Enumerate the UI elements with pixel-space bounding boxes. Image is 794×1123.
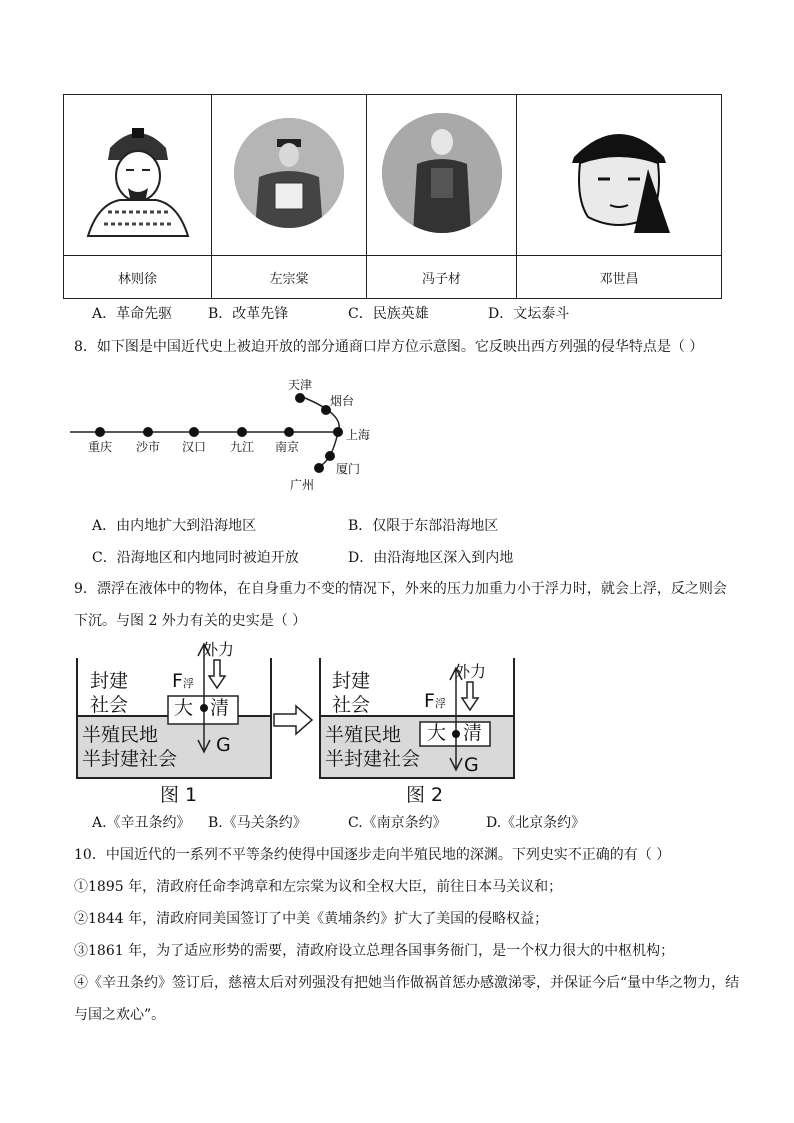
name-cell: 冯子材 [367, 256, 517, 299]
portrait-cell-3 [367, 95, 517, 256]
label-upper-1: 封建 [90, 670, 129, 692]
q10-item-4: ④《辛丑条约》签订后，慈禧太后对列强没有把她当作做祸首惩办感激涕零，并保证今后“量中华之物力，结 [74, 975, 740, 991]
port-label: 沙市 [136, 440, 161, 454]
label-lower-1: 半殖民地 [325, 724, 402, 746]
q8-option-a: A．由内地扩大到沿海地区 [92, 518, 257, 534]
q7-option-c: C．民族英雄 [348, 306, 429, 322]
q7-option-d: D．文坛泰斗 [488, 306, 570, 322]
port-label: 广州 [290, 478, 315, 492]
name-cell: 邓世昌 [517, 256, 722, 299]
label-upper-2: 社会 [90, 694, 129, 716]
q9-stem-line1: 9．漂浮在液体中的物体，在自身重力不变的情况下，外来的压力加重力小于浮力时，就会上浮，反之则会 [74, 581, 727, 597]
q8-option-d: D．由沿海地区深入到内地 [348, 550, 514, 566]
label-buoyancy: F浮 [172, 670, 194, 692]
figure-1-caption: 图 1 [160, 784, 198, 806]
label-qing: 清 [210, 697, 230, 719]
portrait-table [63, 94, 722, 299]
q7-option-b: B．改革先锋 [208, 306, 289, 322]
label-buoyancy: F浮 [424, 690, 446, 712]
portrait-zuo-zongtang [233, 117, 345, 229]
q10-stem: 10．中国近代的一系列不平等条约使得中国逐步走向半殖民地的深渊。下列史实不正确的有（ ） [74, 847, 671, 863]
q10-item-1: ①1895 年，清政府任命李鸿章和左宗棠为议和全权大臣，前往日本马关议和； [74, 879, 563, 895]
q8-option-b: B．仅限于东部沿海地区 [348, 518, 499, 534]
port-label: 重庆 [88, 440, 113, 454]
port-label: 烟台 [330, 394, 355, 408]
label-da: 大 [174, 697, 194, 719]
figure-2-caption: 图 2 [406, 784, 444, 806]
port-labels [70, 370, 380, 495]
port-label: 汉口 [182, 440, 207, 454]
label-gravity: G [216, 734, 231, 756]
port-label: 南京 [275, 440, 300, 454]
label-lower-2: 半封建社会 [325, 748, 421, 770]
label-da: 大 [427, 722, 447, 744]
q8-option-c: C．沿海地区和内地同时被迫开放 [92, 550, 299, 566]
label-gravity: G [464, 754, 479, 776]
label-upper-2: 社会 [332, 694, 371, 716]
portrait-cell-1 [64, 95, 212, 256]
label-qing: 清 [463, 722, 483, 744]
name-cell: 林则徐 [64, 256, 212, 299]
port-label: 上海 [346, 428, 371, 442]
q9-stem-line2: 下沉。与图 2 外力有关的史实是（ ） [74, 613, 307, 629]
name-cell: 左宗棠 [212, 256, 367, 299]
label-lower-1: 半殖民地 [82, 724, 159, 746]
q9-option-a: A.《辛丑条约》 [92, 815, 191, 831]
portrait-feng-zicai [381, 112, 503, 234]
portrait-cell-4 [517, 95, 722, 256]
buoyancy-figure-labels [70, 636, 520, 806]
portrait-lin-zexu [78, 108, 198, 238]
q9-option-b: B.《马关条约》 [208, 815, 307, 831]
label-external-force: 外力 [202, 640, 235, 659]
label-lower-2: 半封建社会 [82, 748, 178, 770]
port-label: 天津 [288, 378, 313, 392]
port-label: 九江 [230, 440, 255, 454]
q10-item-4-continued: 与国之欢心”。 [74, 1007, 166, 1023]
q7-option-a: A．革命先驱 [92, 306, 173, 322]
portrait-cell-2 [212, 95, 367, 256]
q8-stem: 8．如下图是中国近代史上被迫开放的部分通商口岸方位示意图。它反映出西方列强的侵华特点是（ ） [74, 339, 704, 355]
label-upper-1: 封建 [332, 670, 371, 692]
portrait-deng-shichang [562, 113, 676, 233]
port-label: 厦门 [336, 462, 361, 476]
q9-option-c: C.《南京条约》 [348, 815, 447, 831]
q9-option-d: D.《北京条约》 [486, 815, 586, 831]
label-external-force: 外力 [454, 662, 487, 681]
q10-item-2: ②1844 年，清政府同美国签订了中美《黄埔条约》扩大了美国的侵略权益； [74, 911, 549, 927]
q10-item-3: ③1861 年，为了适应形势的需要，清政府设立总理各国事务衙门，是一个权力很大的中枢机构； [74, 943, 675, 959]
